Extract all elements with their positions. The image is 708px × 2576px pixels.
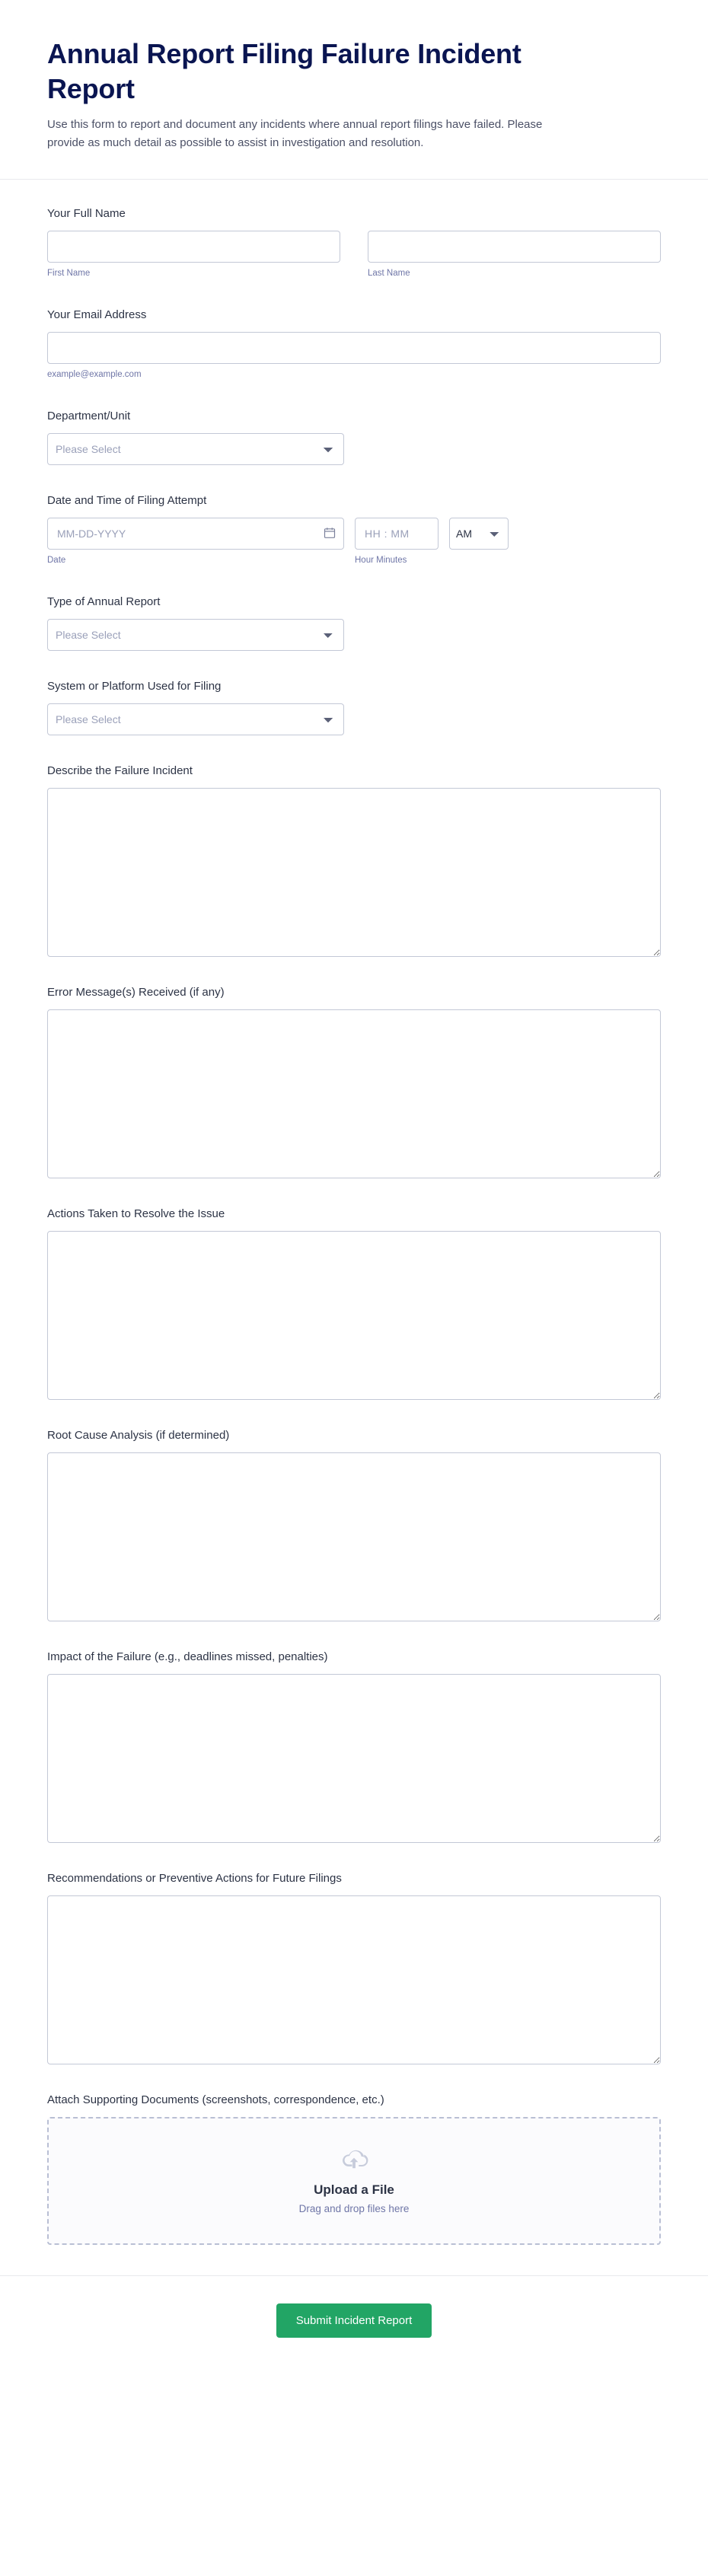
first-name-col: [47, 231, 340, 279]
recommendations-label: Recommendations or Preventive Actions for Future Filings: [47, 1871, 342, 1885]
recommendations-textarea[interactable]: [47, 1895, 661, 2064]
field-attachments: [47, 2092, 661, 2245]
ampm-box: [449, 518, 509, 550]
date-input[interactable]: [47, 518, 344, 550]
full-name-label: Your Full Name: [47, 206, 126, 220]
email-field[interactable]: [47, 332, 661, 364]
field-report-type: [47, 594, 661, 651]
last-name-sublabel: Last Name: [368, 268, 410, 278]
field-impact: [47, 1649, 661, 1843]
impact-label: Impact of the Failure (e.g., deadlines missed, penalties): [47, 1650, 328, 1663]
email-label: Your Email Address: [47, 308, 147, 321]
email-sublabel: example@example.com: [47, 369, 142, 379]
full-name-row: [47, 231, 661, 279]
platform-select[interactable]: [47, 703, 344, 735]
field-actions-taken: [47, 1206, 661, 1400]
actions-taken-label: Actions Taken to Resolve the Issue: [47, 1207, 225, 1220]
form-header: [0, 0, 708, 180]
calendar-icon[interactable]: [324, 527, 336, 539]
form-body: [0, 180, 708, 2245]
root-cause-textarea[interactable]: [47, 1452, 661, 1621]
field-platform: [47, 678, 661, 735]
root-cause-label: Root Cause Analysis (if determined): [47, 1428, 230, 1442]
ampm-select[interactable]: [449, 518, 509, 550]
field-root-cause: [47, 1427, 661, 1621]
last-name-input[interactable]: [368, 231, 661, 263]
describe-failure-textarea[interactable]: [47, 788, 661, 957]
file-upload-dropzone[interactable]: [47, 2117, 661, 2245]
error-messages-label: Error Message(s) Received (if any): [47, 985, 225, 999]
department-select[interactable]: [47, 433, 344, 465]
date-sublabel: Date: [47, 555, 66, 565]
department-label: Department/Unit: [47, 409, 131, 422]
date-box: [47, 518, 344, 550]
datetime-row: [47, 518, 661, 550]
actions-taken-textarea[interactable]: [47, 1231, 661, 1400]
error-messages-textarea[interactable]: [47, 1009, 661, 1178]
upload-cloud-icon: [336, 2147, 372, 2173]
attachments-label: Attach Supporting Documents (screenshots, correspondence, etc.): [47, 2093, 384, 2106]
field-full-name: [47, 206, 661, 279]
datetime-label: Date and Time of Filing Attempt: [47, 493, 207, 507]
submit-button[interactable]: Submit Incident Report: [276, 2303, 432, 2338]
upload-subtitle: Drag and drop files here: [298, 2202, 410, 2214]
upload-title: Upload a File: [314, 2182, 394, 2197]
report-type-label: Type of Annual Report: [47, 595, 161, 608]
impact-textarea[interactable]: [47, 1674, 661, 1843]
field-recommendations: [47, 1870, 661, 2064]
page-description: Use this form to report and document any incidents where annual report filings have failed. Please provide as much detail as possible to assist in investigation and resolution.: [47, 118, 543, 150]
field-error-messages: [47, 984, 661, 1178]
datetime-sublabels: [47, 550, 661, 566]
first-name-sublabel: First Name: [47, 268, 91, 278]
time-input[interactable]: [355, 518, 439, 550]
field-datetime: [47, 493, 661, 566]
field-describe-failure: [47, 763, 661, 957]
first-name-input[interactable]: [47, 231, 340, 263]
time-sublabel: Hour Minutes: [355, 555, 407, 565]
field-department: [47, 408, 661, 465]
form-footer: [0, 2275, 708, 2373]
last-name-col: [368, 231, 661, 279]
time-box: [355, 518, 439, 550]
platform-label: System or Platform Used for Filing: [47, 679, 222, 693]
describe-failure-label: Describe the Failure Incident: [47, 764, 193, 777]
field-email: [47, 307, 661, 381]
page-title: Annual Report Filing Failure Incident Report: [47, 38, 521, 105]
report-type-select[interactable]: [47, 619, 344, 651]
